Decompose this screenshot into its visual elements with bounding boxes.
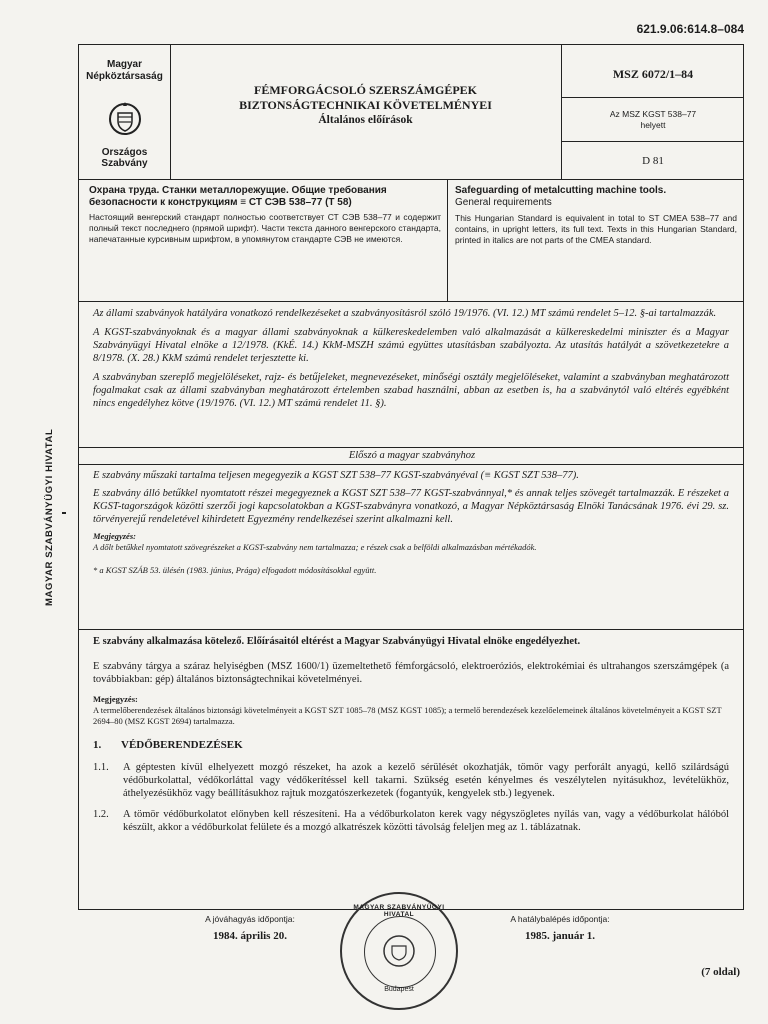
header-right-divider-1 xyxy=(561,97,743,98)
foreword-paragraph-1: E szabvány műszaki tartalma teljesen megegyezik a KGST SZT 538–77 KGST-szabványéval (≡ KGST SZT 538–77). xyxy=(93,470,579,481)
header-right-divider-2 xyxy=(561,141,743,142)
body-note: A termelőberendezések általános biztonsági követelményeit a KGST SZT 1085–78 (MSZ KGST 1085); a termelő berendezések kezelőelemeinek általános követelményeit a KGST SZT 2694–80 (MSZ KGST 2694) tartalmazza. xyxy=(93,705,722,726)
legal-paragraph-3: A szabványban szereplő megjelöléseket, rajz- és betűjeleket, megnevezéseket, minőségi osztály megjelöléseket, valamint a szabványban meghatározott fogalmakat csak az állami szabványban meghatározott értelemben szabad használni, abban az esetben is, ha a szabványtól való eltérés egyébként nincs engedélyhez kötve (19/1976. (VI. 12.) MT számú rendelet 11. §). xyxy=(93,372,729,409)
replaces-note: Az MSZ KGST 538–77 helyett xyxy=(609,109,697,130)
org-bottom: Országos Szabvány xyxy=(101,147,148,169)
body-note-label: Megjegyzés: xyxy=(93,694,138,704)
udc-number: 621.9.06:614.8–084 xyxy=(636,22,744,36)
standard-number: MSZ 6072/1–84 xyxy=(612,67,694,81)
classification-code: D 81 xyxy=(642,155,664,167)
approval-date: 1984. április 20. xyxy=(213,930,287,942)
section-heading: 1. VÉDŐBERENDEZÉSEK xyxy=(93,739,243,751)
approval-label: A jóváhagyás időpontja: xyxy=(205,914,295,924)
english-subtitle: General requirements xyxy=(455,197,552,208)
coat-of-arms-icon xyxy=(107,99,143,139)
page-count: (7 oldal) xyxy=(701,966,740,978)
legal-paragraph-2: A KGST-szabványoknak és a magyar állami szabványoknak a külkereskedelemben való alkalmazását a külkereskedelmi miniszter és a Magyar Szabványügyi Hivatal elnöke a 12/1978. (KkÉ. 14.) KkM-MSZH számú együttes utasításban szabályozta. Az utasítás hatályát a szövetkezetekre a 8/1978. (X. 28.) KkM számú rendelet terjesztette ki. xyxy=(93,327,729,364)
translation-bottom-divider xyxy=(79,301,743,302)
foreword-note: A dőlt betűkkel nyomtatott szövegrészeket a KGST-szabvány nem tartalmazza; e részek csak a belföldi alkalmazásban mértékadók. xyxy=(93,542,537,552)
english-title: Safeguarding of metalcutting machine tools. xyxy=(455,185,667,196)
doc-title: FÉMFORGÁCSOLÓ SZERSZÁMGÉPEK BIZTONSÁGTECHNIKAI KÖVETELMÉNYEI Általános előírások xyxy=(239,83,492,126)
foreword-paragraph-2: E szabvány álló betűkkel nyomtatott részei megegyeznek a KGST SZT 538–77 KGST-szabvánnyal,* és annak teljes szövegét tartalmazzák. E részeket a KGST-tagországok közötti szerzői jogi kapcsolatokban a KGST-szabványra vonatkozó, a Magyar Népköztársaság Elnöki Tanácsának 1976. évi 29. sz. törvényerejű rendeletével kihirdetett Egyezmény rendelkezései szerint alkalmazni kell. xyxy=(93,488,729,525)
scope-paragraph: E szabvány tárgya a száraz helyiségben (MSZ 1600/1) üzemeltethető fémforgácsoló, elektroeróziós, elektrokémiai és ultrahangos szerszámgépek (a továbbiakban: gép) általános biztonságtechnikai követelményei. xyxy=(93,661,729,685)
side-mark xyxy=(62,512,66,514)
effective-date: 1985. január 1. xyxy=(524,930,596,942)
header-divider xyxy=(79,179,743,180)
foreword-footnote: * a KGST SZÁB 53. ülésén (1983. június, Prága) elfogadott módosításokkal együtt. xyxy=(93,565,377,575)
legal-paragraph-1: Az állami szabványok hatályára vonatkozó rendelkezéseket a szabványosításról szóló 19/1976. (VI. 12.) MT számú rendelet 5–12. §-ai tartalmazzák. xyxy=(93,308,717,319)
official-stamp xyxy=(340,892,458,1010)
foreword-bottom-divider xyxy=(79,629,743,630)
foreword-note-label: Megjegyzés: xyxy=(93,531,136,541)
foreword-block xyxy=(93,469,729,576)
translation-divider xyxy=(447,179,448,301)
org-name: Magyar Népköztársaság xyxy=(86,59,163,82)
legal-bottom-divider xyxy=(79,447,743,448)
russian-text: Настоящий венгерский стандарт полностью соответствует СТ СЭВ 538–77 и содержит полный текст последнего (прямой шрифт). Части текста данного венгерского стандарта, напечатанные курсивным шрифтом, в упомянутом стандарте СЭВ не имеются. xyxy=(89,212,441,244)
legal-block xyxy=(93,307,729,410)
item-1-1: 1.1. A géptesten kívül elhelyezett mozgó részeket, ha azok a kezelő sérülését okozhatják, tömör vagy perforált anyagú, kellő szilárdságú védőburkolattal, védőkorláttal vagy védőkerítéssel kell takarni. Szükség esetén kényelmes és veszélytelen nyitásukhoz, levételükhöz, áthelyezésükhöz vagy beállításukhoz rajtuk mozgatószerkezetek (fogantyúk, kengyelek stb.) legyenek. xyxy=(93,762,729,799)
russian-block xyxy=(89,185,441,245)
document-frame xyxy=(78,44,744,910)
english-block xyxy=(455,185,737,246)
stamp-city: Budapest xyxy=(384,986,414,993)
body-block xyxy=(93,635,729,834)
foreword-title: Előszó a magyar szabványhoz xyxy=(348,450,476,461)
item-1-2: 1.2. A tömör védőburkolatot előnyben kell részesíteni. Ha a védőburkolaton kerek vagy négyszögletes nyílás van, vagy a védőburkolat hálóból készült, akkor a védőburkolat felülete és a mozgó alkatrészek közötti távolság feleljen meg az 1. táblázatnak. xyxy=(93,809,729,833)
effective-label: A hatálybalépés időpontja: xyxy=(510,914,610,924)
mandatory-statement: E szabvány alkalmazása kötelező. Előírásaitól eltérést a Magyar Szabványügyi Hivatal elnöke engedélyezhet. xyxy=(93,636,581,647)
foreword-title-divider xyxy=(79,464,743,465)
stamp-text: MAGYAR SZABVÁNYÜGYI HIVATAL xyxy=(353,904,445,918)
russian-title: Охрана труда. Станки металлорежущие. Общие требования безопасности к конструкциям ≡ СТ СЭВ 538–77 (Т 58) xyxy=(89,185,387,208)
english-text: This Hungarian Standard is equivalent in total to ST CMEA 538–77 and contains, in upright letters, its full text. Texts in this Hungarian Standard, printed in italics are not parts of the CMEA standard. xyxy=(455,213,737,245)
